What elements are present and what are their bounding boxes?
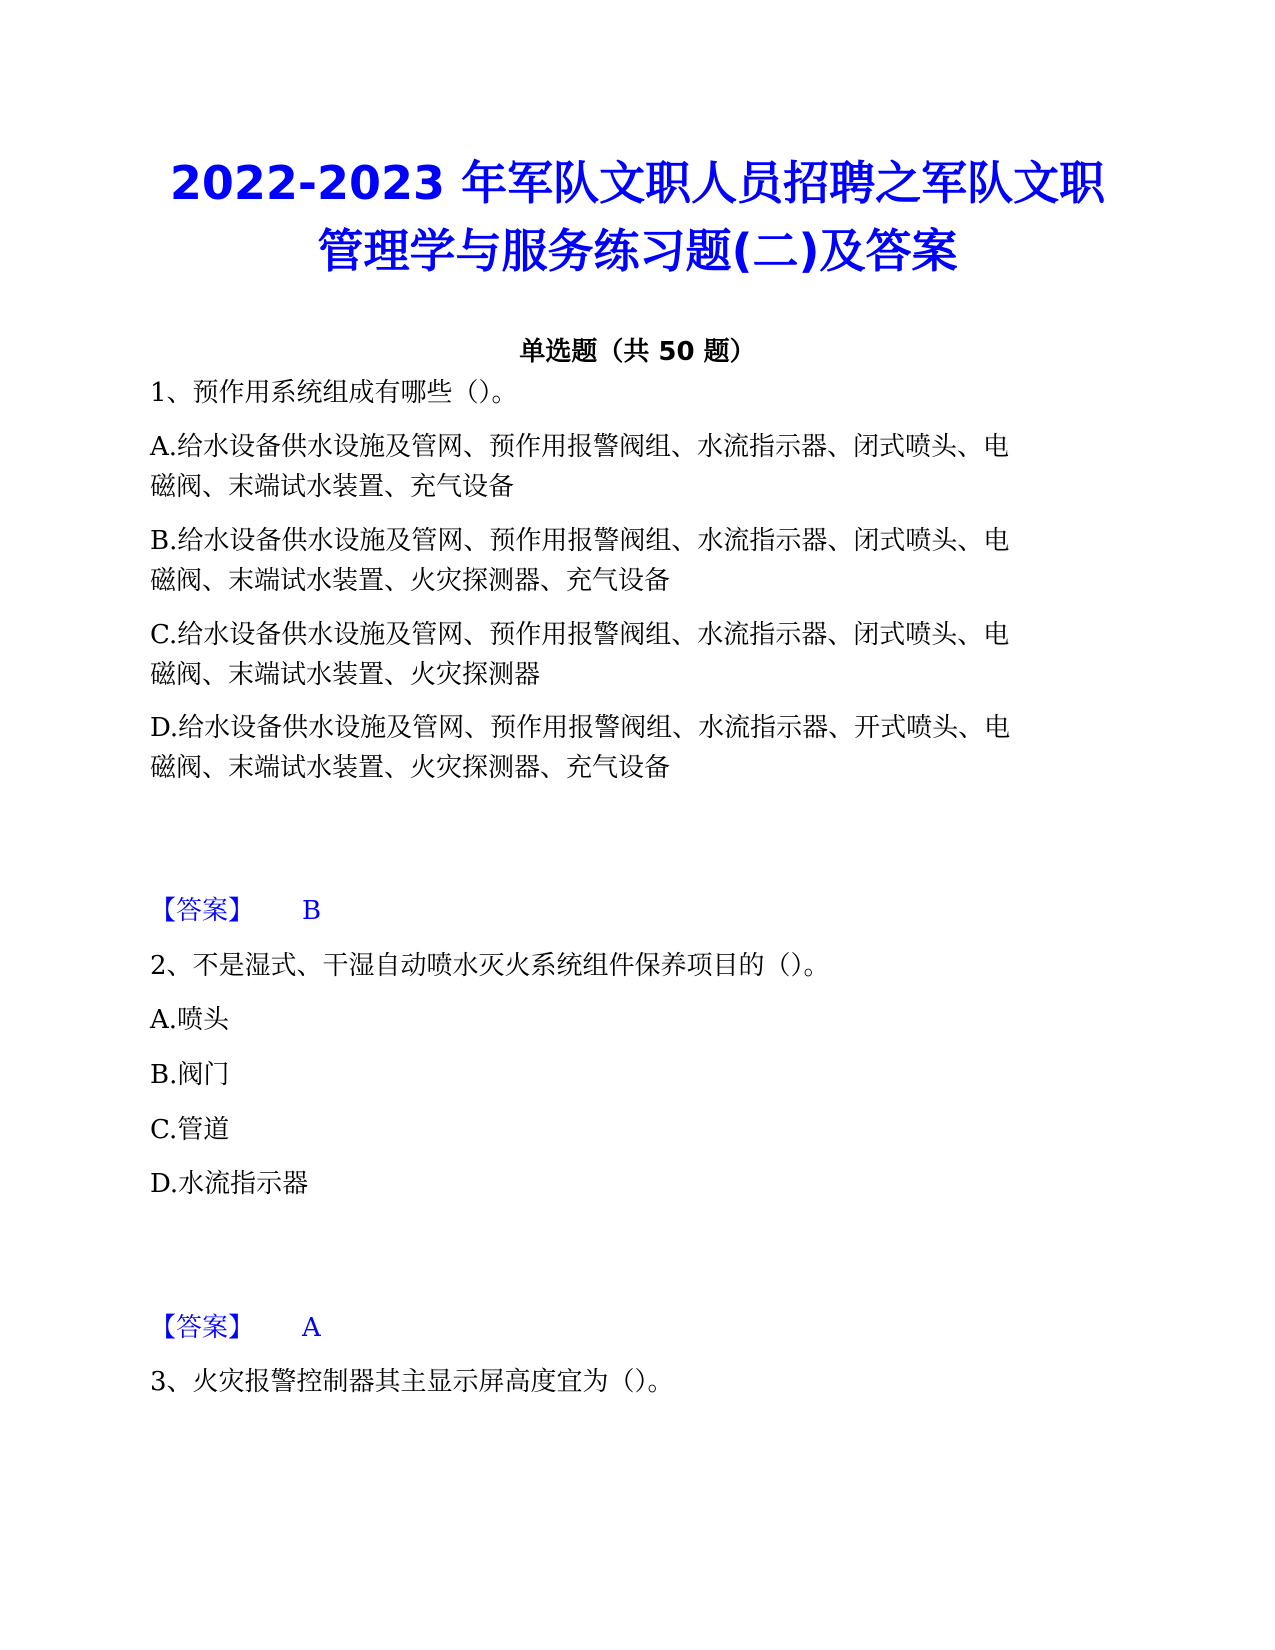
section-heading: 单选题（共 50 题） <box>519 337 756 367</box>
question-2-option-d: D.水流指示器 <box>150 1169 309 1199</box>
answer-label: 【答案】 <box>150 1313 255 1343</box>
document-title-line-1: 2022-2023 年军队文职人员招聘之军队文职 <box>169 156 1106 210</box>
question-1-answer <box>150 891 321 932</box>
question-1-stem: 1、预作用系统组成有哪些（）。 <box>150 378 518 408</box>
answer-label: 【答案】 <box>150 896 255 926</box>
question-1-option-c-line-1: C.给水设备供水设施及管网、预作用报警阀组、水流指示器、闭式喷头、电 <box>150 620 1010 650</box>
answer-value: A <box>302 1313 321 1343</box>
question-1-option-a-line-2: 磁阀、末端试水装置、充气设备 <box>150 472 515 502</box>
question-2-stem: 2、不是湿式、干湿自动喷水灭火系统组件保养项目的（）。 <box>150 951 830 981</box>
document-title-line-2: 管理学与服务练习题(二)及答案 <box>317 224 958 278</box>
question-1-option-b-line-1: B.给水设备供水设施及管网、预作用报警阀组、水流指示器、闭式喷头、电 <box>150 526 1010 556</box>
question-2-option-a: A.喷头 <box>150 1005 230 1035</box>
question-1-option-b-line-2: 磁阀、末端试水装置、火灾探测器、充气设备 <box>150 566 671 596</box>
question-1-option-d-line-1: D.给水设备供水设施及管网、预作用报警阀组、水流指示器、开式喷头、电 <box>150 713 1011 743</box>
question-1-option-a-line-1: A.给水设备供水设施及管网、预作用报警阀组、水流指示器、闭式喷头、电 <box>150 432 1010 462</box>
question-2-option-b: B.阀门 <box>150 1060 230 1090</box>
question-1-option-d-line-2: 磁阀、末端试水装置、火灾探测器、充气设备 <box>150 753 671 783</box>
question-1-option-c-line-2: 磁阀、末端试水装置、火灾探测器 <box>150 660 541 690</box>
question-3-stem: 3、火灾报警控制器其主显示屏高度宜为（）。 <box>150 1367 674 1397</box>
question-2-option-c: C.管道 <box>150 1115 230 1145</box>
answer-value: B <box>302 896 322 926</box>
question-2-answer <box>150 1308 321 1349</box>
